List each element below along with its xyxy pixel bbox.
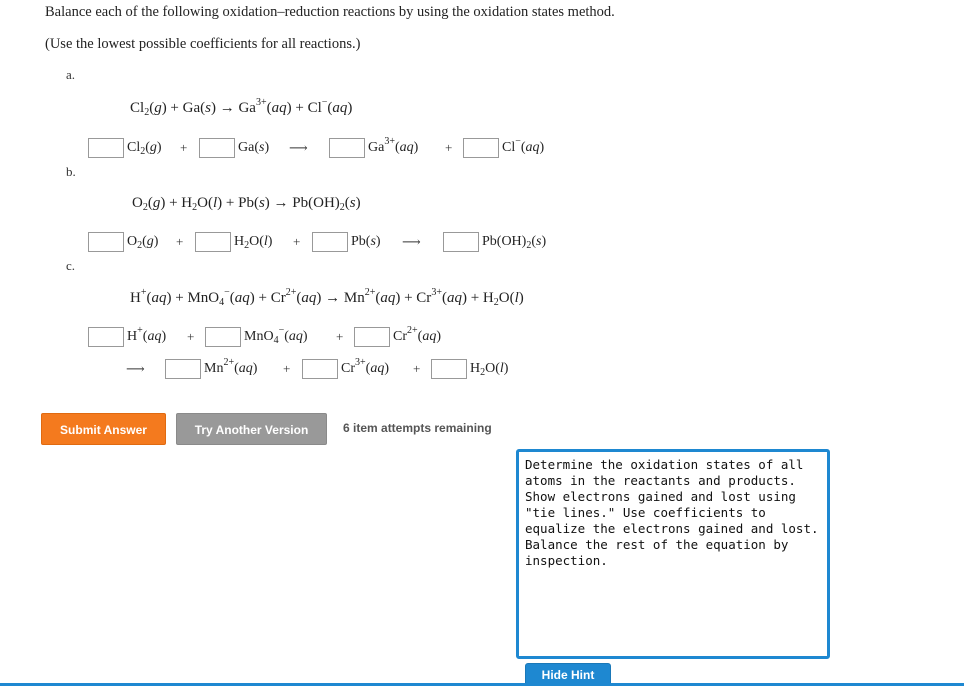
part-b-species-pb: Pb(s) [351,234,381,249]
part-b-coef-h2o[interactable] [195,232,231,252]
part-b-coef-pb[interactable] [312,232,348,252]
part-b-coef-o2[interactable] [88,232,124,252]
plus-sign: + [413,361,421,376]
part-a-label: a. [66,67,76,82]
hide-hint-button[interactable]: Hide Hint [525,663,611,685]
part-c-coef-mno4[interactable] [205,327,241,347]
plus-sign: + [180,140,188,155]
part-b-label: b. [66,164,76,179]
plus-sign: + [176,234,184,249]
part-a-coef-cl[interactable] [463,138,499,158]
part-c-coef-h[interactable] [88,327,124,347]
part-b-species-pboh2: $Pb(OH)_2(s)$ [482,234,547,251]
part-c-coef-cr2[interactable] [354,327,390,347]
part-a-species-cl2: $Cl_2(g)$ [127,140,162,157]
part-c-species-mno4: MnO$_4$−(aq) [244,325,308,346]
part-a-coef-ga[interactable] [199,138,235,158]
plus-sign: + [445,140,453,155]
attempts-remaining: 6 item attempts remaining [343,421,492,435]
plus-sign: + [293,234,301,249]
part-a-species-ga3: $Ga^{3+}(aq)$ [368,136,419,155]
part-c-species-cr2: $Cr^{2+}(aq)$ [393,325,441,344]
part-c-coef-mn2[interactable] [165,359,201,379]
part-c-label: c. [66,258,76,273]
part-a-species-cl: Cl−(aq) [502,136,545,155]
part-b-equation: $O_2(g) + H_2O(l) + Pb(s) \to Pb(OH)_2(s)$ [132,195,361,213]
instructions-line-1: Balance each of the following oxidation–reduction reactions by using the oxidation states method. [45,4,615,20]
instructions-line-2: (Use the lowest possible coefficients for all reactions.) [45,36,361,52]
part-c-coef-h2o[interactable] [431,359,467,379]
try-another-version-button[interactable]: Try Another Version [176,413,327,445]
part-c-species-h2o: $H_2O(l)$ [470,361,509,378]
part-c-species-cr3: $Cr^{3+}(aq)$ [341,357,389,376]
plus-sign: + [187,329,195,344]
part-a-coef-cl2[interactable] [88,138,124,158]
part-b-species-h2o: $H_2O(l)$ [234,234,273,251]
part-c-coef-cr3[interactable] [302,359,338,379]
reaction-arrow-icon: ⟶ [126,361,145,376]
hint-panel [516,449,830,659]
reaction-arrow-icon: ⟶ [289,140,308,155]
part-c-species-h: H+(aq) [127,325,167,344]
part-c-equation: $H^+(aq) + MnO_4^-(aq) + Cr^{2+}(aq) \to Mn^{2+}(aq) + Cr^{3+}(aq) + H_2O(l)$ [130,287,524,308]
part-a-coef-ga3[interactable] [329,138,365,158]
part-c-species-mn2: $Mn^{2+}(aq)$ [204,357,258,376]
part-b-species-o2: $O_2(g)$ [127,234,159,251]
part-b-coef-pboh2[interactable] [443,232,479,252]
hint-text: Determine the oxidation states of all atoms in the reactants and products. Show electrons gained and lost using "tie lines." Use coefficients to equalize the electrons gained and lost. Balance the rest of the equation by inspection. [525,457,819,568]
submit-answer-button[interactable]: Submit Answer [41,413,166,445]
plus-sign: + [336,329,344,344]
plus-sign: + [283,361,291,376]
part-a-equation: $Cl_2(g) + Ga(s) \to Ga^{3+}(aq) + Cl^-(aq)$ [130,97,353,118]
part-a-species-ga: Ga(s) [238,140,270,155]
reaction-arrow-icon: ⟶ [402,234,421,249]
